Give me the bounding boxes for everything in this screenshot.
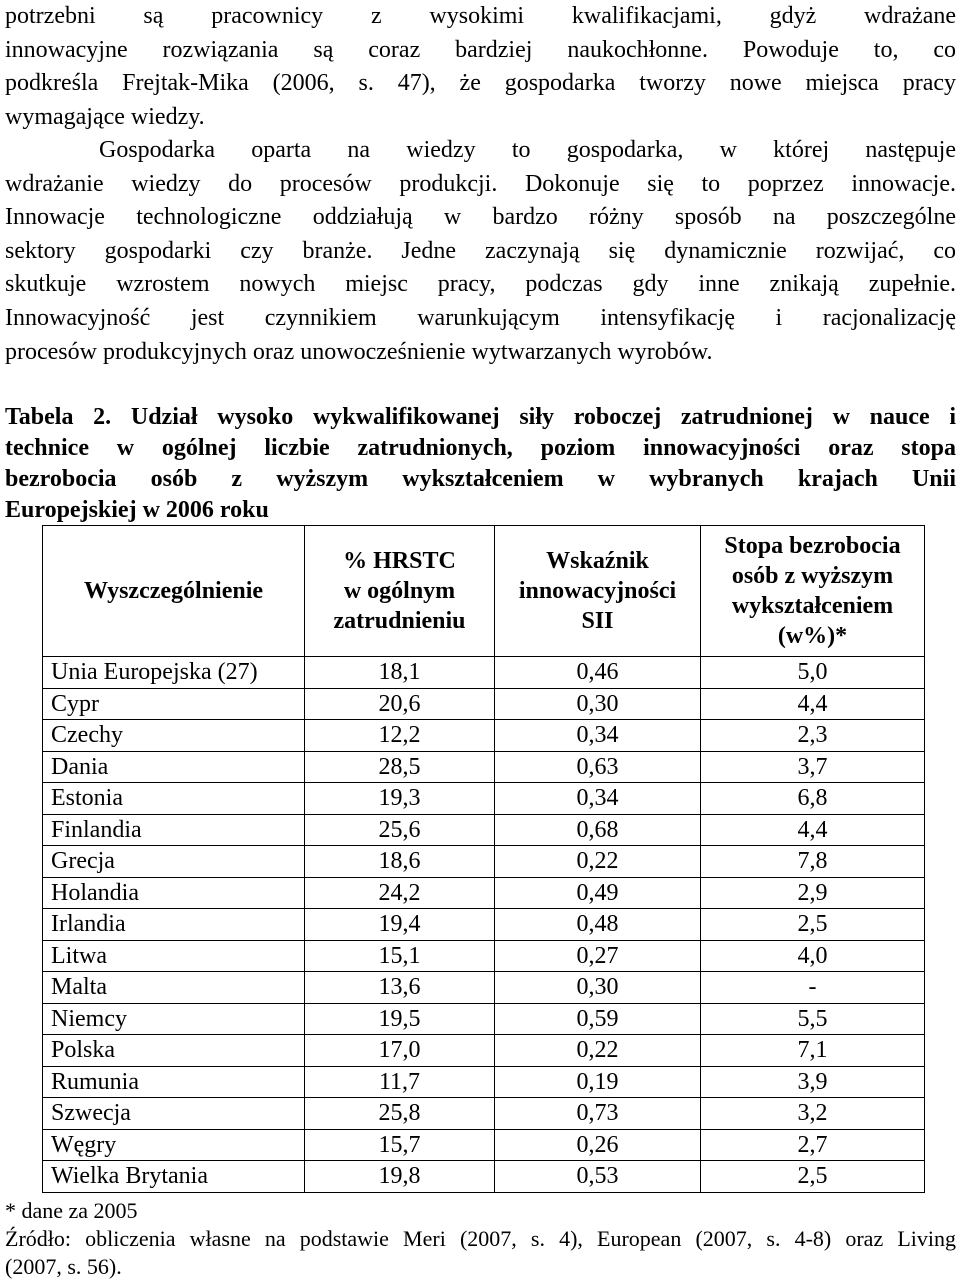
- paragraph-line: procesów produkcyjnych oraz unowocześnienie wytwarzanych wyrobów.: [5, 338, 713, 365]
- value-cell: 0,30: [495, 688, 701, 720]
- value-cell: 0,46: [495, 657, 701, 689]
- value-cell: 19,5: [305, 1003, 495, 1035]
- source-line: Źródło: obliczenia własne na podstawie Meri (2007, s. 4), European (2007, s. 4-8) oraz Living: [5, 1226, 956, 1251]
- value-cell: 18,6: [305, 846, 495, 878]
- value-cell: 0,48: [495, 909, 701, 941]
- country-cell: Węgry: [43, 1129, 305, 1161]
- country-cell: Unia Europejska (27): [43, 657, 305, 689]
- header-line: wykształceniem: [731, 593, 894, 619]
- value-cell: 0,68: [495, 814, 701, 846]
- value-cell: 0,59: [495, 1003, 701, 1035]
- country-cell: Estonia: [43, 783, 305, 815]
- value-cell: 19,8: [305, 1161, 495, 1193]
- paragraph-1: [5, 0, 956, 134]
- table-row: [43, 846, 925, 878]
- country-cell: Irlandia: [43, 909, 305, 941]
- table-row: [43, 1129, 925, 1161]
- header-line: SII: [581, 608, 614, 634]
- value-cell: 0,53: [495, 1161, 701, 1193]
- value-cell: 0,30: [495, 972, 701, 1004]
- value-cell: 4,4: [701, 814, 925, 846]
- value-cell: 3,9: [701, 1066, 925, 1098]
- header-cell: [701, 526, 925, 657]
- country-cell: Rumunia: [43, 1066, 305, 1098]
- value-cell: 18,1: [305, 657, 495, 689]
- paragraph-line: skutkuje wzrostem nowych miejsc pracy, podczas gdy inne znikają zupełnie.: [5, 271, 956, 298]
- header-line: % HRSTC: [343, 548, 456, 574]
- value-cell: 7,1: [701, 1035, 925, 1067]
- data-table: [42, 525, 925, 1193]
- value-cell: 0,49: [495, 877, 701, 909]
- value-cell: 25,6: [305, 814, 495, 846]
- country-cell: Szwecja: [43, 1098, 305, 1130]
- value-cell: 0,27: [495, 940, 701, 972]
- paragraph-line: innowacyjne rozwiązania są coraz bardziej naukochłonne. Powoduje to, co: [5, 36, 956, 63]
- country-cell: Malta: [43, 972, 305, 1004]
- country-cell: Grecja: [43, 846, 305, 878]
- value-cell: 2,5: [701, 909, 925, 941]
- table-row: [43, 1161, 925, 1193]
- value-cell: 7,8: [701, 846, 925, 878]
- value-cell: 20,6: [305, 688, 495, 720]
- country-cell: Dania: [43, 751, 305, 783]
- header-cell: [305, 526, 495, 657]
- value-cell: 5,0: [701, 657, 925, 689]
- value-cell: 4,4: [701, 688, 925, 720]
- header-cell: [43, 526, 305, 657]
- table-row: [43, 1098, 925, 1130]
- paragraph-line: wymagające wiedzy.: [5, 103, 205, 130]
- table-row: [43, 751, 925, 783]
- value-cell: 6,8: [701, 783, 925, 815]
- header-line: zatrudnieniu: [333, 608, 466, 634]
- country-cell: Niemcy: [43, 1003, 305, 1035]
- value-cell: 0,73: [495, 1098, 701, 1130]
- value-cell: 5,5: [701, 1003, 925, 1035]
- header-line: Wskaźnik: [546, 548, 649, 574]
- header-line: w ogólnym: [343, 578, 456, 604]
- paragraph-2: [5, 134, 956, 369]
- value-cell: 2,5: [701, 1161, 925, 1193]
- country-cell: Wielka Brytania: [43, 1161, 305, 1193]
- value-cell: 11,7: [305, 1066, 495, 1098]
- table-row: [43, 1035, 925, 1067]
- table-row: [43, 657, 925, 689]
- table-header-row: [43, 526, 925, 657]
- paragraph-line: wdrażanie wiedzy do procesów produkcji. Dokonuje się to poprzez innowacje.: [5, 170, 956, 197]
- paragraph-line: podkreśla Frejtak-Mika (2006, s. 47), że gospodarka tworzy nowe miejsca pracy: [5, 70, 956, 97]
- paragraph-line: Gospodarka oparta na wiedzy to gospodarka, w której następuje: [99, 137, 956, 163]
- table-row: [43, 1003, 925, 1035]
- value-cell: 24,2: [305, 877, 495, 909]
- table-row: [43, 940, 925, 972]
- source-line: (2007, s. 56).: [5, 1254, 122, 1279]
- value-cell: 17,0: [305, 1035, 495, 1067]
- value-cell: 0,26: [495, 1129, 701, 1161]
- paragraph-line: Innowacyjność jest czynnikiem warunkującym intensyfikację i racjonalizację: [5, 304, 956, 331]
- value-cell: 28,5: [305, 751, 495, 783]
- value-cell: 3,7: [701, 751, 925, 783]
- header-cell: [495, 526, 701, 657]
- value-cell: 19,3: [305, 783, 495, 815]
- header-line: osób z wyższym: [731, 563, 894, 589]
- value-cell: 0,34: [495, 720, 701, 752]
- country-cell: Czechy: [43, 720, 305, 752]
- header-line: Wyszczególnienie: [83, 578, 264, 604]
- table-row: [43, 688, 925, 720]
- value-cell: 4,0: [701, 940, 925, 972]
- header-line: Stopa bezrobocia: [724, 533, 901, 559]
- caption-line: Europejskiej w 2006 roku: [5, 497, 269, 523]
- header-line: (w%)*: [777, 623, 848, 649]
- value-cell: 0,22: [495, 846, 701, 878]
- country-cell: Polska: [43, 1035, 305, 1067]
- table-row: [43, 972, 925, 1004]
- table-row: [43, 1066, 925, 1098]
- caption-line: bezrobocia osób z wyższym wykształceniem w wybranych krajach Unii: [5, 466, 956, 492]
- value-cell: 0,63: [495, 751, 701, 783]
- paragraph-line: Innowacje technologiczne oddziałują w bardzo różny sposób na poszczególne: [5, 204, 956, 231]
- table-row: [43, 877, 925, 909]
- country-cell: Cypr: [43, 688, 305, 720]
- header-line: innowacyjności: [518, 578, 677, 604]
- value-cell: 0,34: [495, 783, 701, 815]
- table-body: [43, 657, 925, 1193]
- footnote: * dane za 2005: [5, 1198, 138, 1223]
- table-row: [43, 909, 925, 941]
- country-cell: Holandia: [43, 877, 305, 909]
- value-cell: 19,4: [305, 909, 495, 941]
- table-row: [43, 783, 925, 815]
- table-caption: [5, 402, 956, 526]
- value-cell: 13,6: [305, 972, 495, 1004]
- country-cell: Finlandia: [43, 814, 305, 846]
- value-cell: 15,7: [305, 1129, 495, 1161]
- value-cell: 25,8: [305, 1098, 495, 1130]
- value-cell: -: [701, 972, 925, 1004]
- table-row: [43, 720, 925, 752]
- caption-line: technice w ogólnej liczbie zatrudnionych, poziom innowacyjności oraz stopa: [5, 435, 956, 461]
- value-cell: 2,3: [701, 720, 925, 752]
- caption-line: Tabela 2. Udział wysoko wykwalifikowanej siły roboczej zatrudnionej w nauce i: [5, 404, 956, 430]
- source-note: [5, 1225, 956, 1281]
- paragraph-line: potrzebni są pracownicy z wysokimi kwalifikacjami, gdyż wdrażane: [5, 3, 956, 29]
- paragraph-line: sektory gospodarki czy branże. Jedne zaczynają się dynamicznie rozwijać, co: [5, 237, 956, 264]
- value-cell: 0,19: [495, 1066, 701, 1098]
- value-cell: 2,7: [701, 1129, 925, 1161]
- country-cell: Litwa: [43, 940, 305, 972]
- value-cell: 12,2: [305, 720, 495, 752]
- value-cell: 0,22: [495, 1035, 701, 1067]
- table-row: [43, 814, 925, 846]
- value-cell: 3,2: [701, 1098, 925, 1130]
- value-cell: 2,9: [701, 877, 925, 909]
- value-cell: 15,1: [305, 940, 495, 972]
